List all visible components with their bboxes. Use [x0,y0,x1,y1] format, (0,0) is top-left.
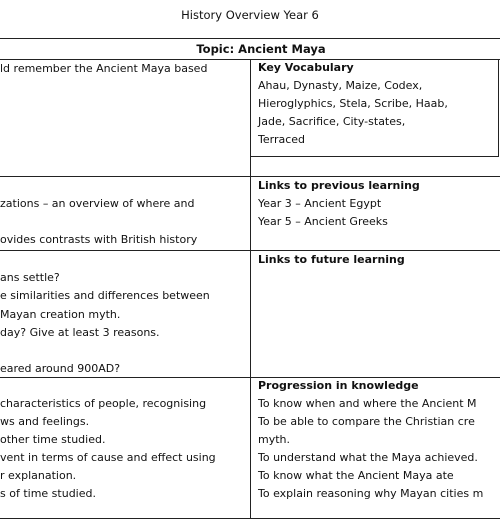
progression-line: To understand what the Maya achieved. [258,451,478,464]
table-row-future-learning [0,251,500,378]
previous-learning-cell [251,177,500,250]
cell-divider [251,156,499,157]
cell-text-line: e similarities and differences between [0,289,210,302]
progression-line: To be able to compare the Christian cre [258,415,475,428]
progression-line: To know when and where the Ancient M [258,397,477,410]
table-row-previous-learning [0,177,500,251]
progression-heading: Progression in knowledge [258,379,419,392]
cell-text-line: ovides contrasts with British history [0,233,198,246]
cell-text-line: ans settle? [0,271,60,284]
previous-learning-line: Year 3 – Ancient Egypt [258,197,382,210]
cell-text-line: ld remember the Ancient Maya based [0,62,208,75]
progression-line: To know what the Ancient Maya ate [258,469,454,482]
vocabulary-line: Hieroglyphics, Stela, Scribe, Haab, [258,97,448,110]
table-row-progression [0,378,500,519]
cell-text-line: day? Give at least 3 reasons. [0,326,160,339]
overview-table [0,38,500,519]
future-left-cell [0,251,251,377]
cell-text-line: vent in terms of cause and effect using [0,451,216,464]
previous-learning-heading: Links to previous learning [258,179,420,192]
future-learning-cell [251,251,500,377]
previous-learning-line: Year 5 – Ancient Greeks [258,215,388,228]
cell-divider [498,60,499,156]
document-title: History Overview Year 6 [181,8,319,22]
topic-heading: Topic: Ancient Maya [0,39,500,60]
vocabulary-line: Jade, Sacrifice, City-states, [258,115,406,128]
future-learning-heading: Links to future learning [258,253,405,266]
vocabulary-line: Ahau, Dynasty, Maize, Codex, [258,79,423,92]
key-vocabulary-cell [251,60,500,176]
cell-text-line: Mayan creation myth. [0,308,121,321]
progression-cell [251,378,500,518]
cell-text-line: other time studied. [0,433,106,446]
cell-text-line: r explanation. [0,469,77,482]
table-row-vocabulary [0,60,500,177]
cell-text-line: characteristics of people, recognising [0,397,207,410]
key-vocabulary-heading: Key Vocabulary [258,61,354,74]
cell-text-line: zations – an overview of where and [0,197,195,210]
cell-text-line: eared around 900AD? [0,362,121,375]
progression-line: myth. [258,433,291,446]
cell-text-line: ws and feelings. [0,415,90,428]
cell-text-line: s of time studied. [0,487,96,500]
progression-line: To explain reasoning why Mayan cities m [258,487,484,500]
previous-left-cell [0,177,251,250]
vocabulary-line: Terraced [258,133,306,146]
progression-left-cell [0,378,251,518]
vocabulary-left-cell [0,60,251,176]
